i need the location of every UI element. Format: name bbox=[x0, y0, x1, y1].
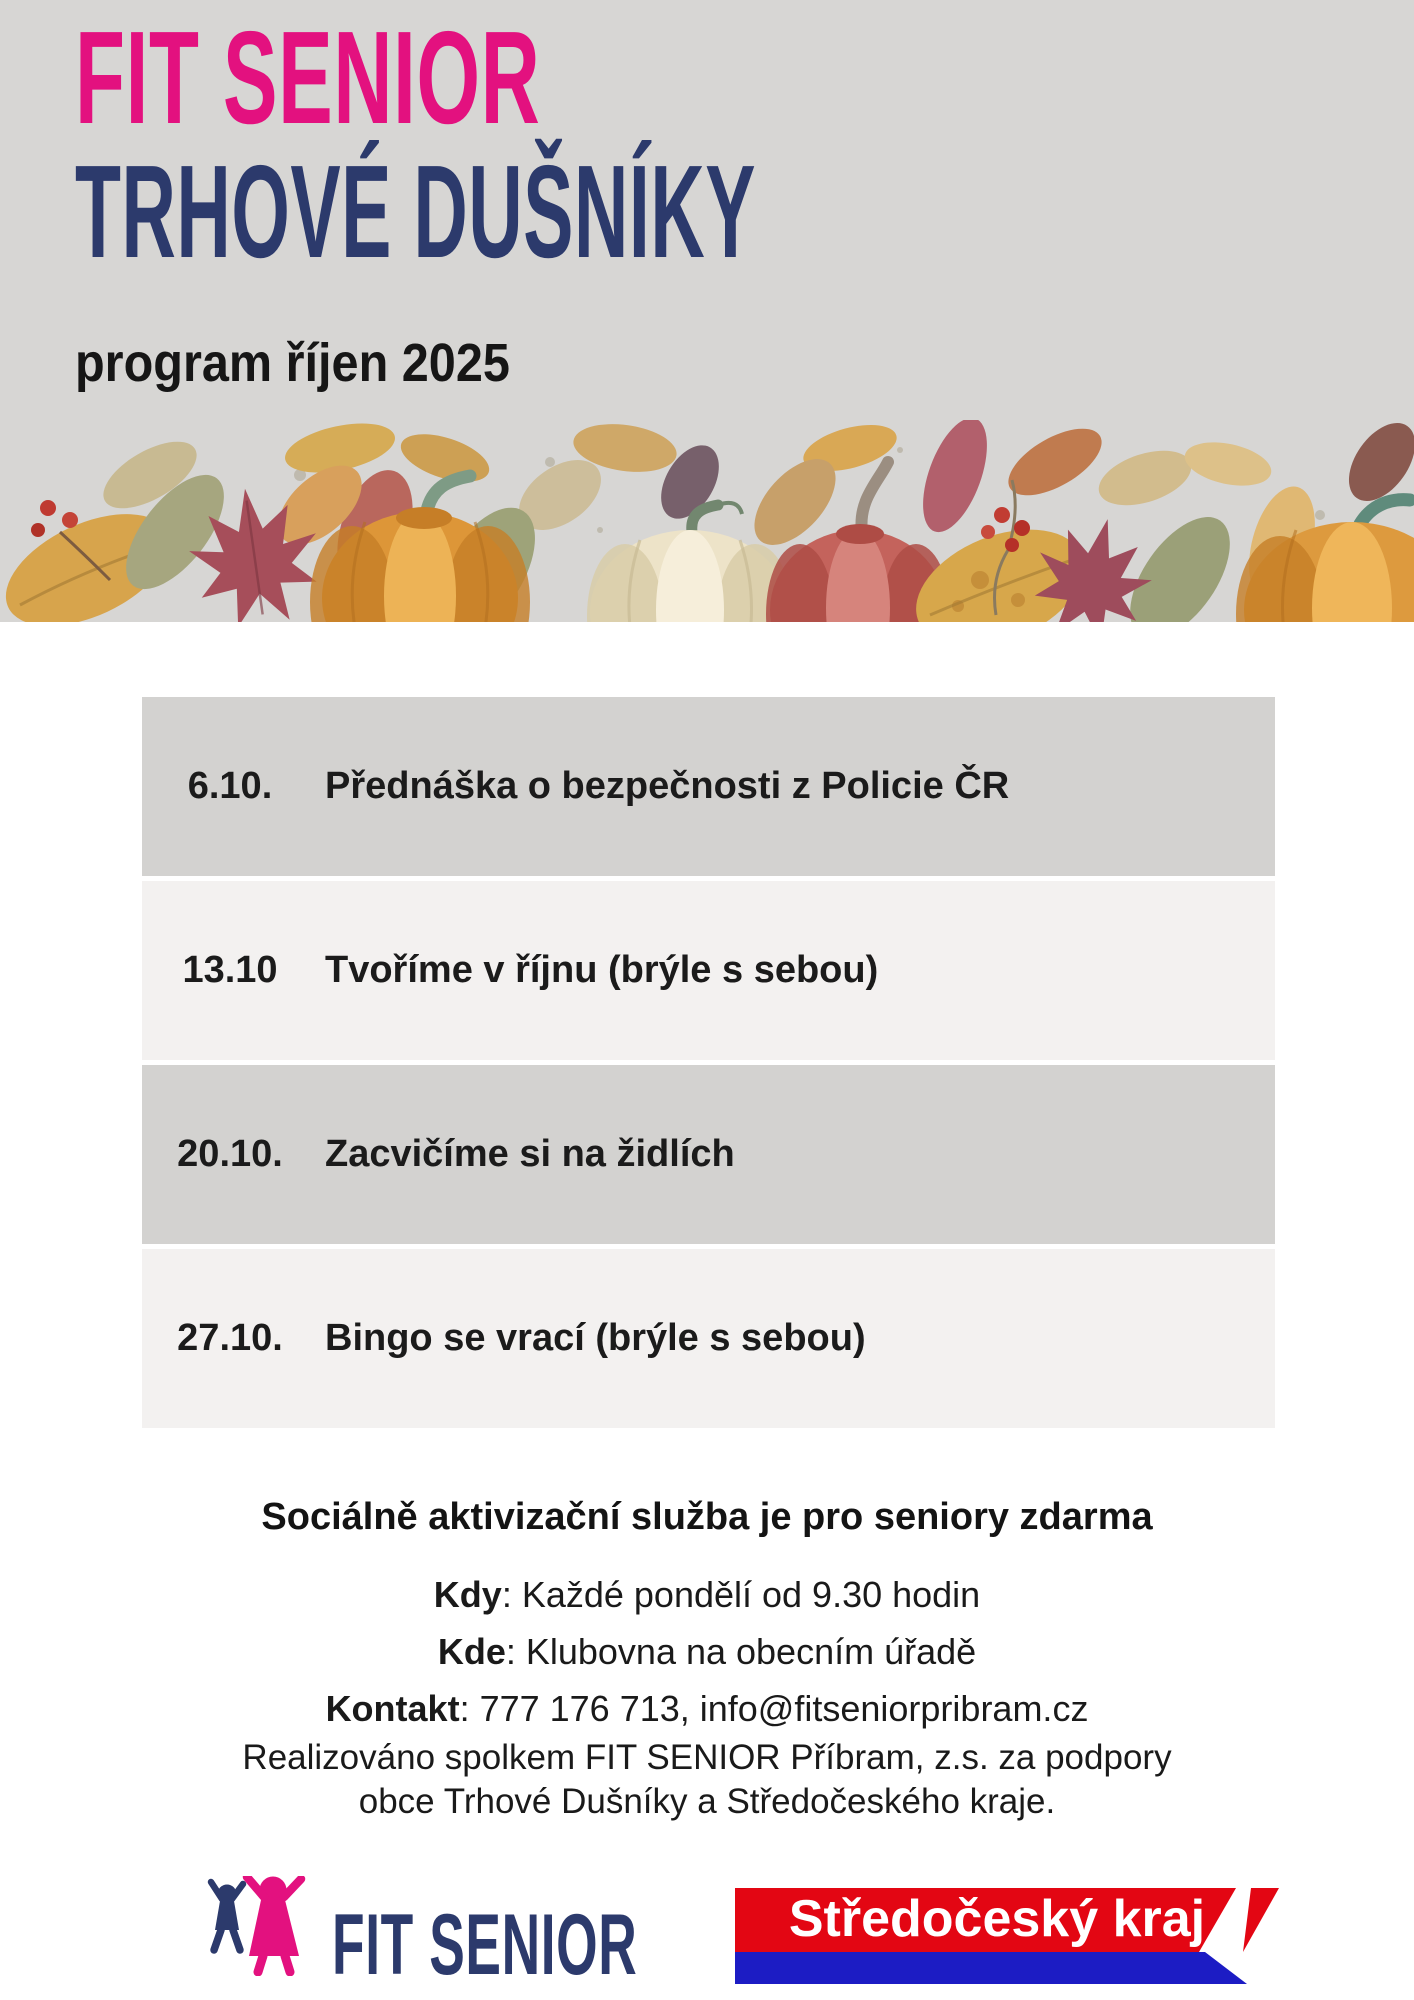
event-activity: Tvoříme v říjnu (brýle s sebou) bbox=[325, 949, 879, 991]
kraj-flag-blue-band bbox=[735, 1952, 1247, 1984]
info-text: : 777 176 713, info@fitseniorpribram.cz bbox=[459, 1688, 1089, 1729]
table-row bbox=[142, 1249, 1275, 1428]
table-row bbox=[142, 881, 1275, 1060]
info-note-line2: obce Trhové Dušníky a Středočeského kraje. bbox=[358, 1782, 1056, 1821]
jumping-figures-icon bbox=[205, 1876, 325, 1976]
poster-title-line1: FIT SENIOR bbox=[75, 4, 541, 151]
info-label: Kontakt bbox=[325, 1688, 460, 1729]
event-date: 13.10 bbox=[182, 949, 278, 991]
event-activity: Přednáška o bezpečnosti z Policie ČR bbox=[325, 765, 1010, 807]
info-text: : Každé pondělí od 9.30 hodin bbox=[501, 1574, 981, 1615]
event-activity: Zacvičíme si na židlích bbox=[325, 1133, 735, 1175]
poster-subtitle: program říjen 2025 bbox=[75, 333, 510, 393]
info-label: Kde bbox=[437, 1631, 506, 1672]
event-activity: Bingo se vrací (brýle s sebou) bbox=[325, 1317, 866, 1359]
info-label: Kdy bbox=[433, 1574, 502, 1615]
info-details bbox=[0, 1566, 1414, 1737]
info-note bbox=[0, 1736, 1414, 1824]
schedule-table bbox=[142, 697, 1275, 1433]
info-line-kdy bbox=[0, 1566, 1414, 1623]
kraj-flag-logo bbox=[735, 1872, 1285, 1988]
info-note-line1: Realizováno spolkem FIT SENIOR Příbram, z.s. za podpory bbox=[242, 1738, 1172, 1777]
event-date: 6.10. bbox=[187, 765, 273, 807]
event-date: 20.10. bbox=[177, 1133, 283, 1175]
event-date: 27.10. bbox=[177, 1317, 283, 1359]
fit-senior-logo-text: FIT SENIOR bbox=[332, 1897, 638, 1993]
info-text: : Klubovna na obecním úřadě bbox=[505, 1631, 977, 1672]
table-row bbox=[142, 697, 1275, 876]
poster-title-line2: TRHOVÉ DUŠNÍKY bbox=[75, 138, 757, 285]
info-headline: Sociálně aktivizační služba je pro seniory zdarma bbox=[261, 1496, 1153, 1538]
kraj-flag-red-tip bbox=[1243, 1888, 1279, 1952]
header-block bbox=[0, 0, 1414, 622]
kraj-logo-text: Středočeský kraj bbox=[788, 1890, 1206, 1948]
table-row bbox=[142, 1065, 1275, 1244]
autumn-decoration-band bbox=[0, 420, 1414, 622]
info-line-kontakt bbox=[0, 1680, 1414, 1737]
info-line-kde bbox=[0, 1623, 1414, 1680]
